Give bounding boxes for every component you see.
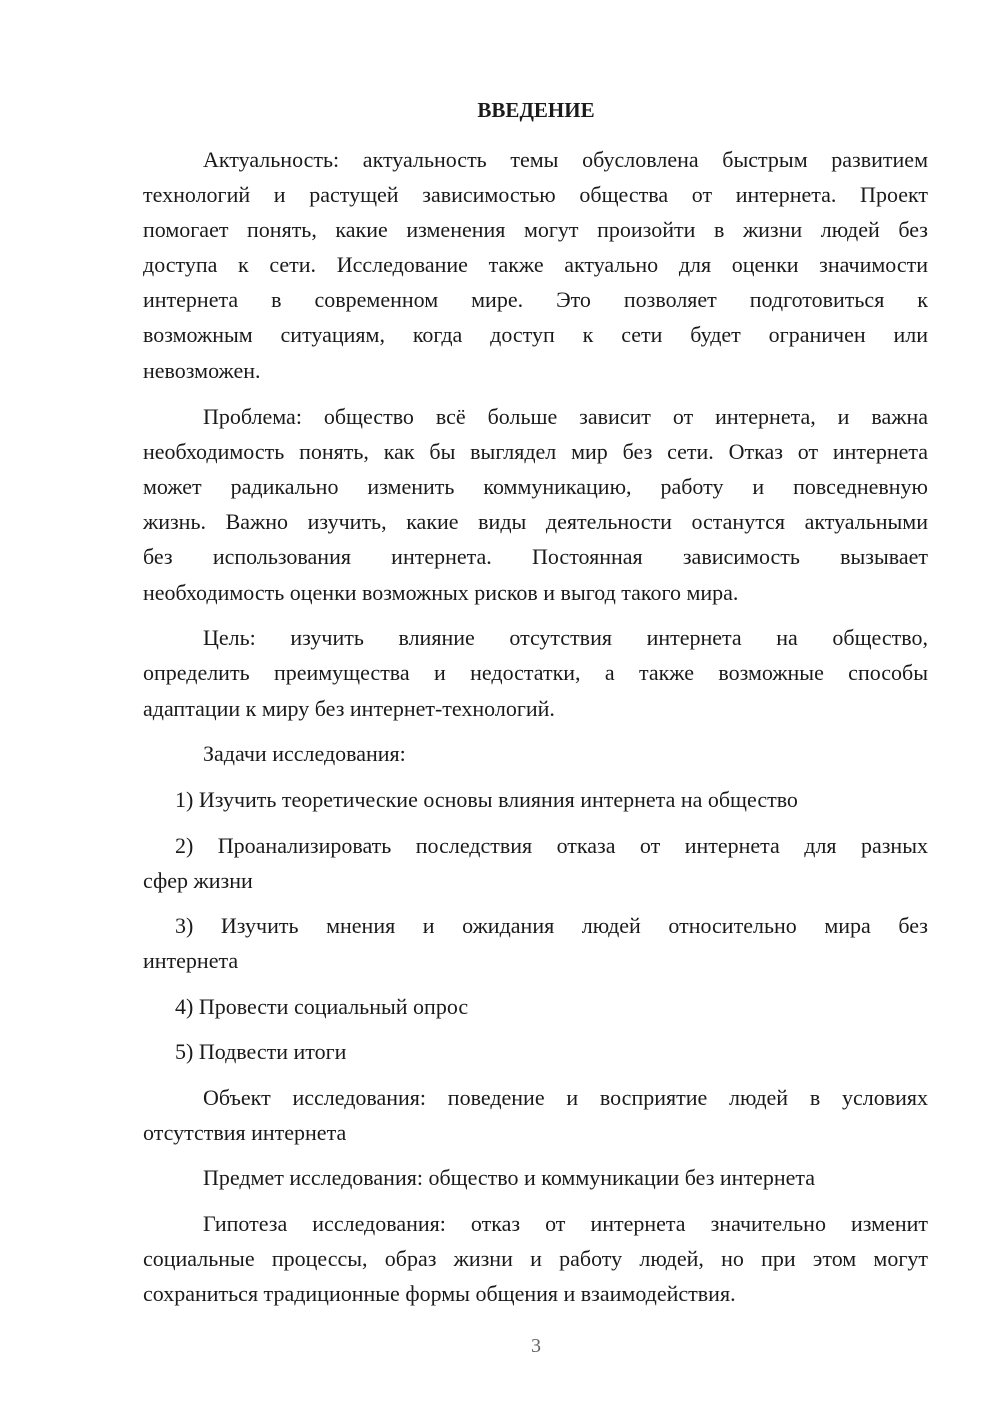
text-line: Цель: изучить влияние отсутствия интернета на общество, xyxy=(203,625,928,650)
text-line: может радикально изменить коммуникацию, работу и повседневную xyxy=(143,474,928,499)
text-line: возможным ситуациям, когда доступ к сети будет ограничен или xyxy=(143,322,928,347)
text-line: доступа к сети. Исследование также актуально для оценки значимости xyxy=(143,252,928,277)
text-line: Актуальность: актуальность темы обусловлена быстрым развитием xyxy=(203,147,928,172)
list-item: 5) Подвести итоги xyxy=(175,1039,347,1064)
text-line: жизнь. Важно изучить, какие виды деятельности останутся актуальными xyxy=(143,509,928,534)
list-item-continuation: интернета xyxy=(143,948,239,973)
text-line: адаптации к миру без интернет-технологий. xyxy=(143,696,555,721)
text-line: необходимость оценки возможных рисков и выгод такого мира. xyxy=(143,580,739,605)
text-line: Гипотеза исследования: отказ от интернета значительно изменит xyxy=(203,1211,928,1236)
list-item-continuation: сфер жизни xyxy=(143,868,253,893)
paragraph-subject: Предмет исследования: общество и коммуникации без интернета xyxy=(203,1165,816,1190)
list-item: 2) Проанализировать последствия отказа от интернета для разных xyxy=(175,833,928,858)
tasks-heading: Задачи исследования: xyxy=(203,741,406,766)
text-line: интернета в современном мире. Это позволяет подготовиться к xyxy=(143,287,928,312)
text-line: Объект исследования: поведение и восприятие людей в условиях xyxy=(203,1085,928,1110)
list-item: 3) Изучить мнения и ожидания людей относительно мира без xyxy=(175,913,928,938)
text-line: сохраниться традиционные формы общения и взаимодействия. xyxy=(143,1281,736,1306)
text-line: Проблема: общество всё больше зависит от интернета, и важна xyxy=(203,404,928,429)
text-line: социальные процессы, образ жизни и работу людей, но при этом могут xyxy=(143,1246,928,1271)
text-line: помогает понять, какие изменения могут произойти в жизни людей без xyxy=(143,217,928,242)
text-line: определить преимущества и недостатки, а также возможные способы xyxy=(143,660,928,685)
text-line: невозможен. xyxy=(143,358,261,383)
list-item: 1) Изучить теоретические основы влияния интернета на общество xyxy=(175,787,798,812)
page-number: 3 xyxy=(531,1335,541,1357)
text-line: технологий и растущей зависимостью общества от интернета. Проект xyxy=(143,182,928,207)
text-line: отсутствия интернета xyxy=(143,1120,347,1145)
page-title: ВВЕДЕНИЕ xyxy=(477,98,595,122)
text-line: без использования интернета. Постоянная зависимость вызывает xyxy=(143,544,928,569)
list-item: 4) Провести социальный опрос xyxy=(175,994,469,1019)
text-line: необходимость понять, как бы выглядел мир без сети. Отказ от интернета xyxy=(143,439,928,464)
